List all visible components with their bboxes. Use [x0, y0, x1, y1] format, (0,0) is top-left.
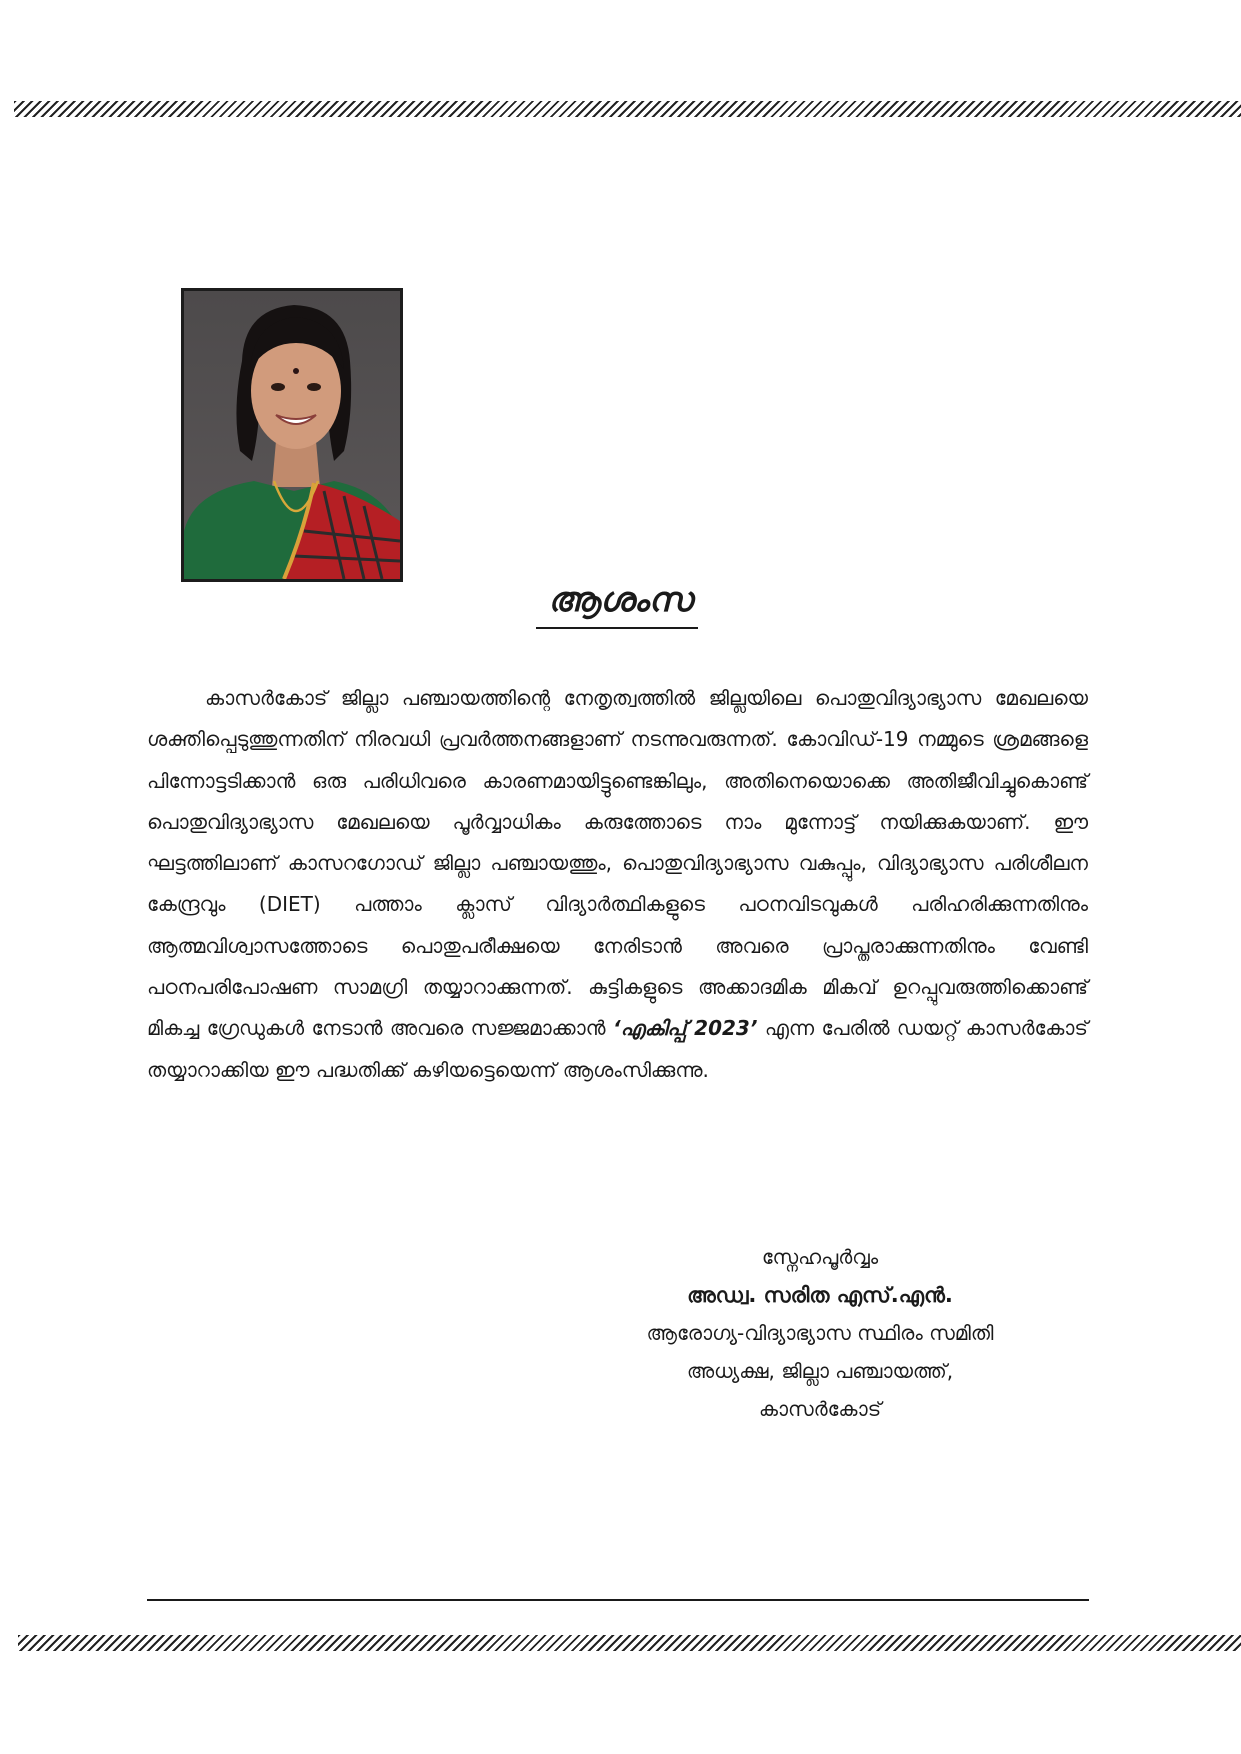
message-text: കാസർകോട് ജില്ലാ പഞ്ചായത്തിന്റെ നേതൃത്വത്തിൽ ജില്ലയിലെ പൊതുവിദ്യാഭ്യാസ മേഖലയെ ശക്തിപ്പെടുത്തുന്നതിന് നിരവധി പ്രവർത്തനങ്ങളാണ് നടന്നുവരുന്നത്. കോവിഡ്-19 നമ്മുടെ ശ്രമങ്ങളെ പിന്നോട്ടടിക്കാൻ ഒരു പരിധിവരെ കാരണമായിട്ടുണ്ടെങ്കിലും, അതിനെയൊക്കെ അതിജീവിച്ചുകൊണ്ട് പൊതുവിദ്യാഭ്യാസ മേഖലയെ പൂർവ്വാധികം കരുത്തോടെ നാം മുന്നോട്ട് നയിക്കുകയാണ്. ഈ ഘട്ടത്തിലാണ് കാസറഗോഡ് ജില്ലാ പഞ്ചായത്തും, പൊതുവിദ്യാഭ്യാസ വകുപ്പും, വിദ്യാഭ്യാസ പരിശീലന കേന്ദ്രവും (DIET) പത്താം ക്ലാസ് വിദ്യാർത്ഥികളുടെ പഠനവിടവുകൾ പരിഹരിക്കുന്നതിനും ആത്മവിശ്വാസത്തോടെ പൊതുപരീക്ഷയെ നേരിടാൻ അവരെ പ്രാപ്തരാക്കുന്നതിനും വേണ്ടി പഠനപരിപോഷണ സാമഗ്രി തയ്യാറാക്കുന്നത്. കുട്ടികളുടെ അക്കാദമിക മികവ് ഉറപ്പുവരുത്തിക്കൊണ്ട് മികച്ച ഗ്രേഡുകൾ നേടാൻ അവരെ സജ്ജമാക്കാൻ: [147, 686, 1088, 1041]
signature-salutation: സ്നേഹപൂർവ്വം: [761, 1245, 879, 1269]
portrait-photo: [181, 288, 403, 582]
page-title: ആശംസ: [548, 580, 692, 620]
signature-name: അഡ്വ. സരിത എസ്.എൻ.: [687, 1283, 953, 1307]
signature-place: കാസർകോട്: [758, 1397, 882, 1421]
signature-designation-1: ആരോഗ്യ-വിദ്യാഭ്യാസ സ്ഥിരം സമിതി: [646, 1321, 994, 1345]
program-name: ‘എകിപ്പ് 2023’: [612, 1016, 758, 1041]
signature-block: [560, 1238, 1080, 1428]
message-text-end: എന്ന പേരിൽ ഡയറ്റ് കാസർകോട് തയ്യാറാക്കിയ ഈ പദ്ധതിക്ക് കഴിയട്ടെയെന്ന് ആശംസിക്കുന്നു.: [147, 1016, 1088, 1082]
signature-designation-2: അധ്യക്ഷ, ജില്ലാ പഞ്ചായത്ത്,: [686, 1359, 954, 1383]
bottom-hatched-border: [18, 1635, 1241, 1651]
top-hatched-border: [14, 101, 1241, 117]
bottom-divider: [147, 1599, 1089, 1601]
message-paragraph: [147, 678, 1088, 1091]
portrait-illustration: [184, 291, 400, 579]
title-underline: [536, 627, 698, 629]
